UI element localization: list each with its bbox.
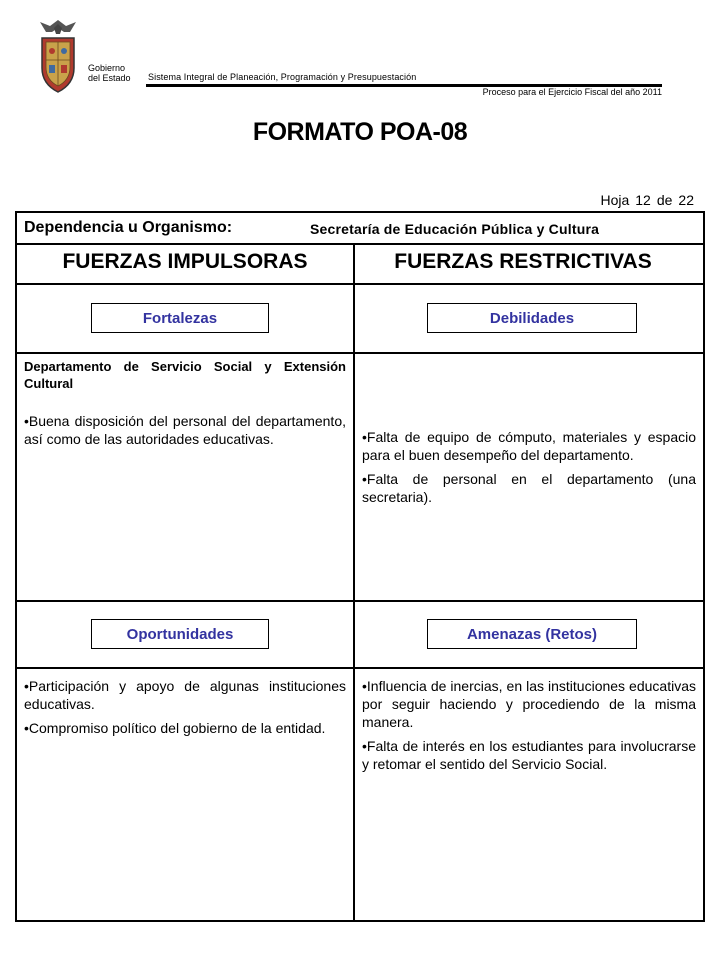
driving-forces-header: FUERZAS IMPULSORAS (62, 250, 308, 273)
threats-label: Amenazas (Retos) (427, 619, 637, 649)
opportunities-cell (24, 677, 346, 743)
opportunity-item: •Compromiso político del gobierno de la entidad. (24, 720, 326, 736)
opportunity-item: •Participación y apoyo de algunas instituciones educativas. (24, 678, 346, 712)
table-row-divider (15, 600, 705, 602)
del-estado-label: del Estado (88, 73, 131, 83)
weaknesses-cell (362, 428, 696, 512)
table-top-border (15, 211, 705, 213)
opportunities-label: Oportunidades (91, 619, 269, 649)
table-left-border (15, 211, 17, 922)
table-right-border (703, 211, 705, 922)
strengths-label: Fortalezas (91, 303, 269, 333)
weakness-item: •Falta de personal en el departamento (una secretaria). (362, 471, 696, 505)
state-coat-of-arms-icon (36, 18, 80, 96)
weaknesses-label: Debilidades (427, 303, 637, 333)
weakness-item: •Falta de equipo de cómputo, materiales y espacio para el buen desempeño del departamento. (362, 429, 696, 463)
table-bottom-border (15, 920, 705, 922)
table-row-divider (15, 283, 705, 285)
table-row-divider (15, 243, 705, 245)
system-name: Sistema Integral de Planeación, Programación y Presupuestación (148, 72, 417, 82)
threats-cell (362, 677, 696, 779)
threat-item: •Falta de interés en los estudiantes para involucrarse y retomar el sentido del Servicio Social. (362, 738, 696, 772)
page-title: FORMATO POA-08 (252, 118, 468, 146)
dependency-label: Dependencia u Organismo: (24, 219, 233, 236)
gobierno-label: Gobierno (88, 63, 126, 73)
page-total: 22 (678, 192, 694, 208)
table-row-divider (15, 352, 705, 354)
page-counter-label: Hoja (600, 192, 630, 208)
table-row-divider (15, 667, 705, 669)
dependency-value: Secretaría de Educación Pública y Cultura (310, 221, 600, 237)
page-counter (600, 192, 694, 208)
process-label: Proceso para el Ejercicio Fiscal del año 2011 (482, 87, 662, 97)
table-center-divider (353, 243, 355, 922)
restraining-forces-header: FUERZAS RESTRICTIVAS (394, 250, 652, 273)
strength-item: •Buena disposición del personal del departamento, así como de las autoridades educativas. (24, 413, 346, 447)
page-current: 12 (635, 192, 651, 208)
page-counter-sep: de (656, 192, 673, 208)
threat-item: •Influencia de inercias, en las instituciones educativas por seguir haciendo y procediendo de la misma manera. (362, 678, 696, 730)
department-name: Departamento de Servicio Social y Extensión Cultural (24, 359, 346, 391)
strengths-cell (24, 358, 346, 454)
